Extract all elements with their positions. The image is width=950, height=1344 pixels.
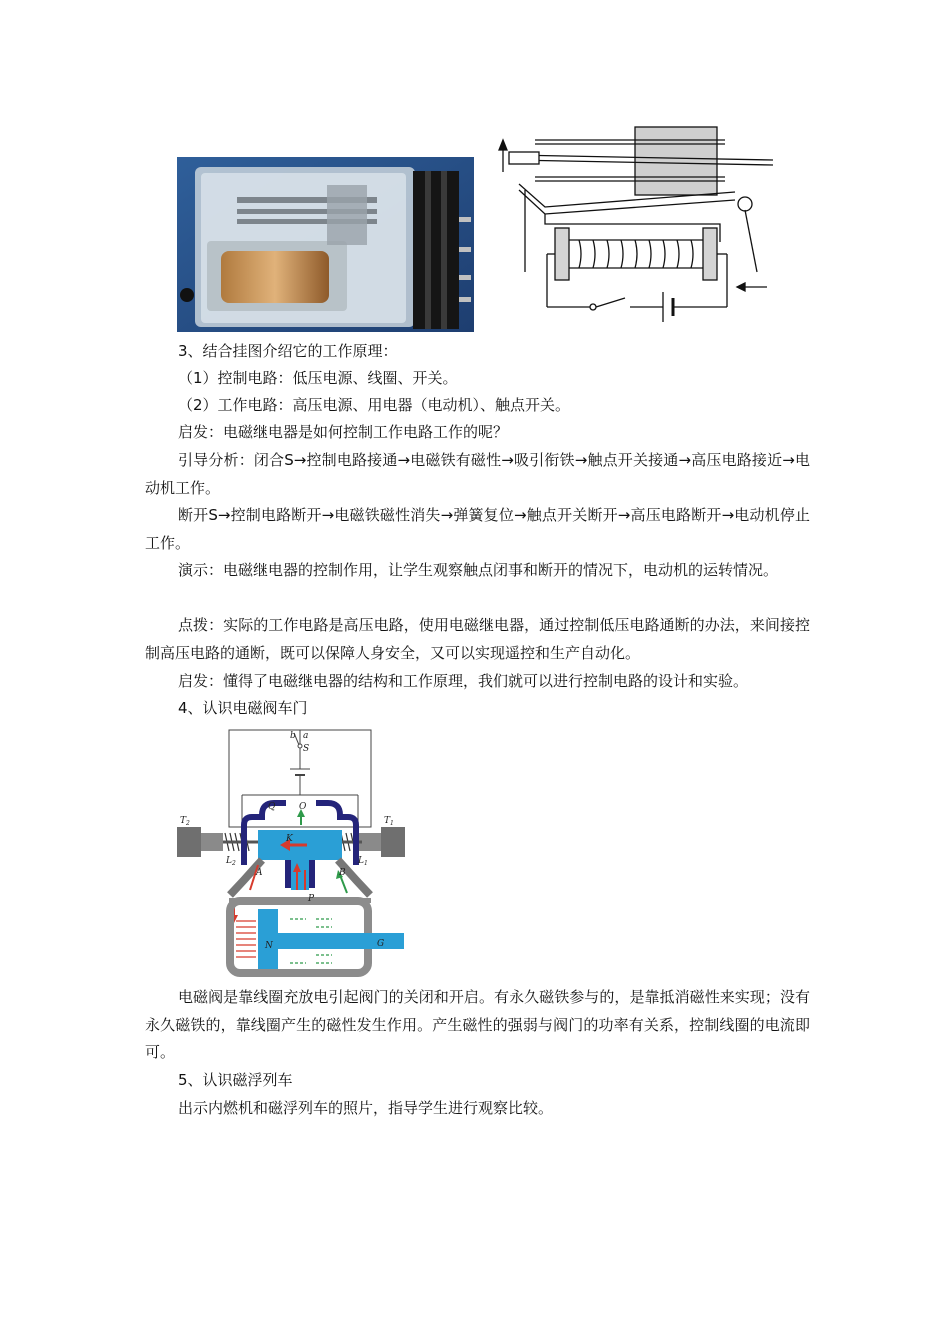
label-l2: L	[226, 856, 232, 866]
section-4-heading: 4、认识电磁阀车门	[178, 699, 308, 717]
label-l2-sub: 2	[232, 860, 236, 867]
maglev-paragraph: 出示内燃机和磁浮列车的照片，指导学生进行观察比较。	[178, 1099, 554, 1117]
label-t2-sub: 2	[186, 820, 190, 827]
demonstration-paragraph: 演示：电磁继电器的控制作用，让学生观察触点闭事和断开的情况下，电动机的运转情况。	[178, 561, 779, 579]
label-b-port: B	[339, 868, 346, 878]
label-b: b	[290, 731, 296, 741]
prompt-paragraph: 启发：电磁继电器是如何控制工作电路工作的呢？	[178, 423, 509, 441]
label-o: O	[299, 802, 307, 812]
label-a-port: A	[256, 868, 263, 878]
section-3-heading: 3、结合挂图介绍它的工作原理：	[178, 342, 398, 360]
relay-schematic-diagram	[495, 122, 780, 337]
inspiration-paragraph: 启发：懂得了电磁继电器的结构和工作原理，我们就可以进行控制电路的设计和实验。	[178, 672, 749, 690]
label-l1: L	[358, 856, 364, 866]
label-s: S	[303, 744, 310, 754]
label-a: a	[303, 731, 309, 741]
label-k: K	[286, 834, 293, 844]
label-q: Q	[268, 802, 276, 812]
label-t2: T	[180, 816, 187, 826]
solenoid-valve-paragraph: 电磁阀是靠线圈充放电引起阀门的关闭和开启。有永久磁铁参与的，是靠抵消磁性来实现；没有永久磁铁的，靠线圈产生的磁性发生作用。产生磁性的强弱与阀门的功率有关系，控制线圈的电流即可。	[145, 988, 810, 1061]
guided-analysis-paragraph: 引导分析：闭合S→控制电路接通→电磁铁有磁性→吸引衔铁→触点开关接通→高压电路接近→电动机工作。	[145, 451, 810, 497]
label-t1-sub: 1	[390, 820, 394, 827]
disconnect-paragraph: 断开S→控制电路断开→电磁铁磁性消失→弹簧复位→触点开关断开→高压电路断开→电动机停止工作。	[145, 506, 810, 552]
guidance-paragraph: 点拨：实际的工作电路是高压电路，使用电磁继电器，通过控制低压电路通断的办法，来间接控制高压电路的通断，既可以保障人身安全，又可以实现遥控和生产自动化。	[145, 616, 810, 662]
label-n: N	[265, 941, 273, 951]
label-l1-sub: 1	[364, 860, 368, 867]
label-g: G	[377, 939, 385, 949]
relay-photo	[177, 157, 474, 332]
control-circuit-item: （1）控制电路：低压电源、线圈、开关。	[178, 369, 458, 387]
label-t1: T	[384, 816, 391, 826]
label-p: P	[308, 894, 315, 904]
solenoid-valve-diagram	[172, 725, 410, 983]
working-circuit-item: （2）工作电路：高压电源、用电器（电动机）、触点开关。	[178, 396, 571, 414]
section-5-heading: 5、认识磁浮列车	[178, 1071, 293, 1089]
